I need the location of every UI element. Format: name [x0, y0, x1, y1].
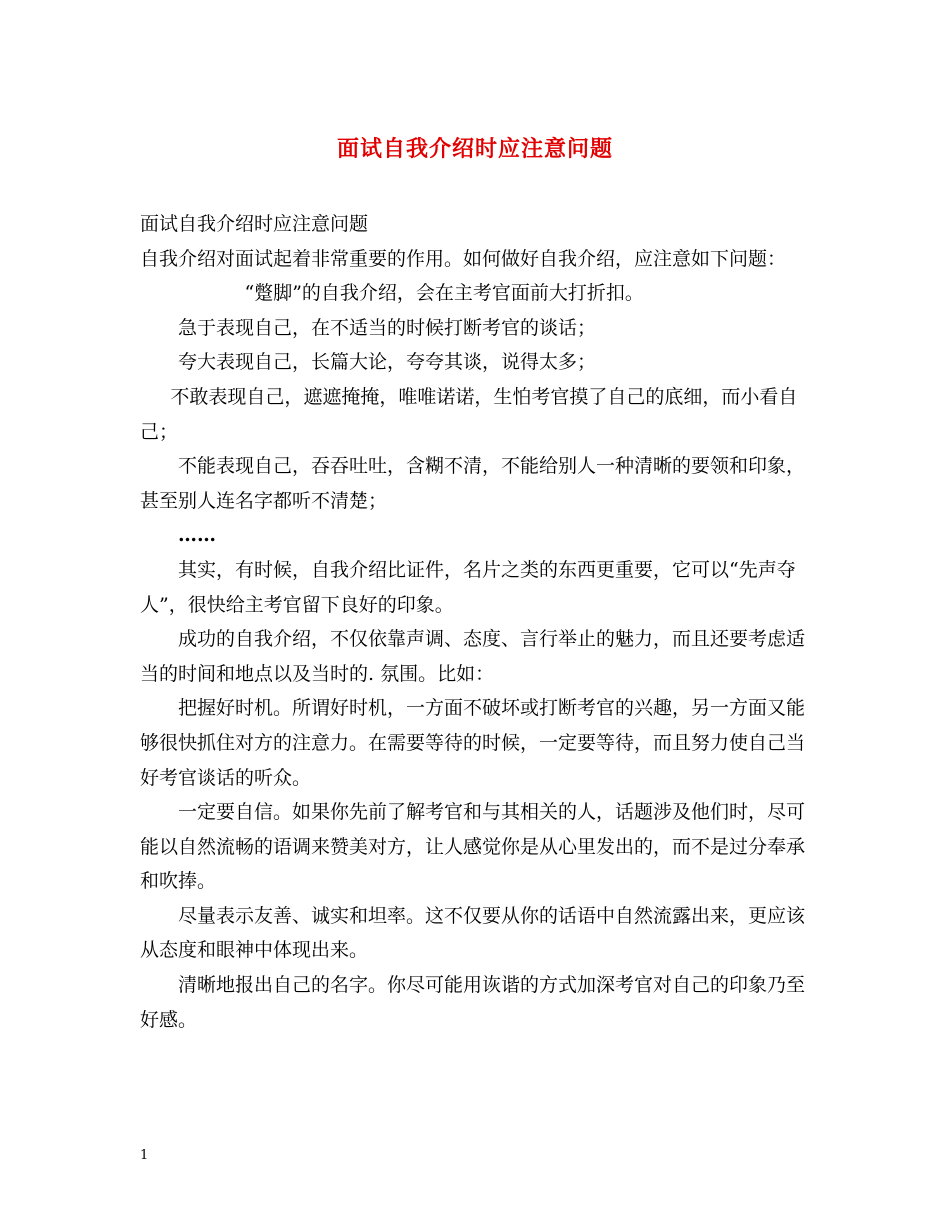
bad-intro-paragraph: “蹩脚”的自我介绍，会在主考官面前大打折扣。: [244, 282, 644, 305]
friendly-paragraph: 尽量表示友善、诚实和坦率。这不仅要从你的话语中自然流露出来，更应该从态度和眼神中体现出来。: [140, 904, 806, 962]
document-title: 面试自我介绍时应注意问题: [336, 136, 613, 162]
list-item-timid: 不敢表现自己，遮遮掩掩，唯唯诺诺，生怕考官摸了自己的底细，而小看自己；: [140, 385, 798, 443]
intro-paragraph: 自我介绍对面试起着非常重要的作用。如何做好自我介绍，应注意如下问题：: [140, 247, 787, 270]
list-item-unclear: 不能表现自己，吞吞吐吐，含糊不清，不能给别人一种清晰的要领和印象，甚至别人连名字都听不清楚；: [140, 455, 806, 512]
list-item-exaggerate: 夸大表现自己，长篇大论，夸夸其谈，说得太多；: [178, 351, 597, 374]
list-item-interrupt: 急于表现自己，在不适当的时候打断考官的谈话；: [178, 316, 597, 339]
subtitle-paragraph: 面试自我介绍时应注意问题: [140, 213, 369, 235]
ellipsis-paragraph: ……: [178, 524, 216, 547]
name-paragraph: 清晰地报出自己的名字。你尽可能用诙谐的方式加深考官对自己的印象乃至好感。: [140, 974, 806, 1031]
confidence-paragraph: 一定要自信。如果你先前了解考官和与其相关的人，话题涉及他们时，尽可能以自然流畅的语调来赞美对方，让人感觉你是从心里发出的，而不是过分奉承和吹捧。: [140, 801, 806, 893]
page-number: 1: [140, 1148, 149, 1163]
document-body: [140, 207, 820, 1037]
success-paragraph: 成功的自我介绍，不仅依靠声调、态度、言行举止的魅力，而且还要考虑适当的时间和地点以及当时的. 氛围。比如：: [140, 628, 806, 685]
importance-paragraph: 其实，有时候，自我介绍比证件，名片之类的东西更重要，它可以“先声夺人”，很快给主考官留下良好的印象。: [140, 558, 796, 616]
timing-paragraph: 把握好时机。所谓好时机，一方面不破坏或打断考官的兴趣，另一方面又能够很快抓住对方的注意力。在需要等待的时候，一定要等待，而且努力使自己当好考官谈话的听众。: [140, 697, 806, 789]
